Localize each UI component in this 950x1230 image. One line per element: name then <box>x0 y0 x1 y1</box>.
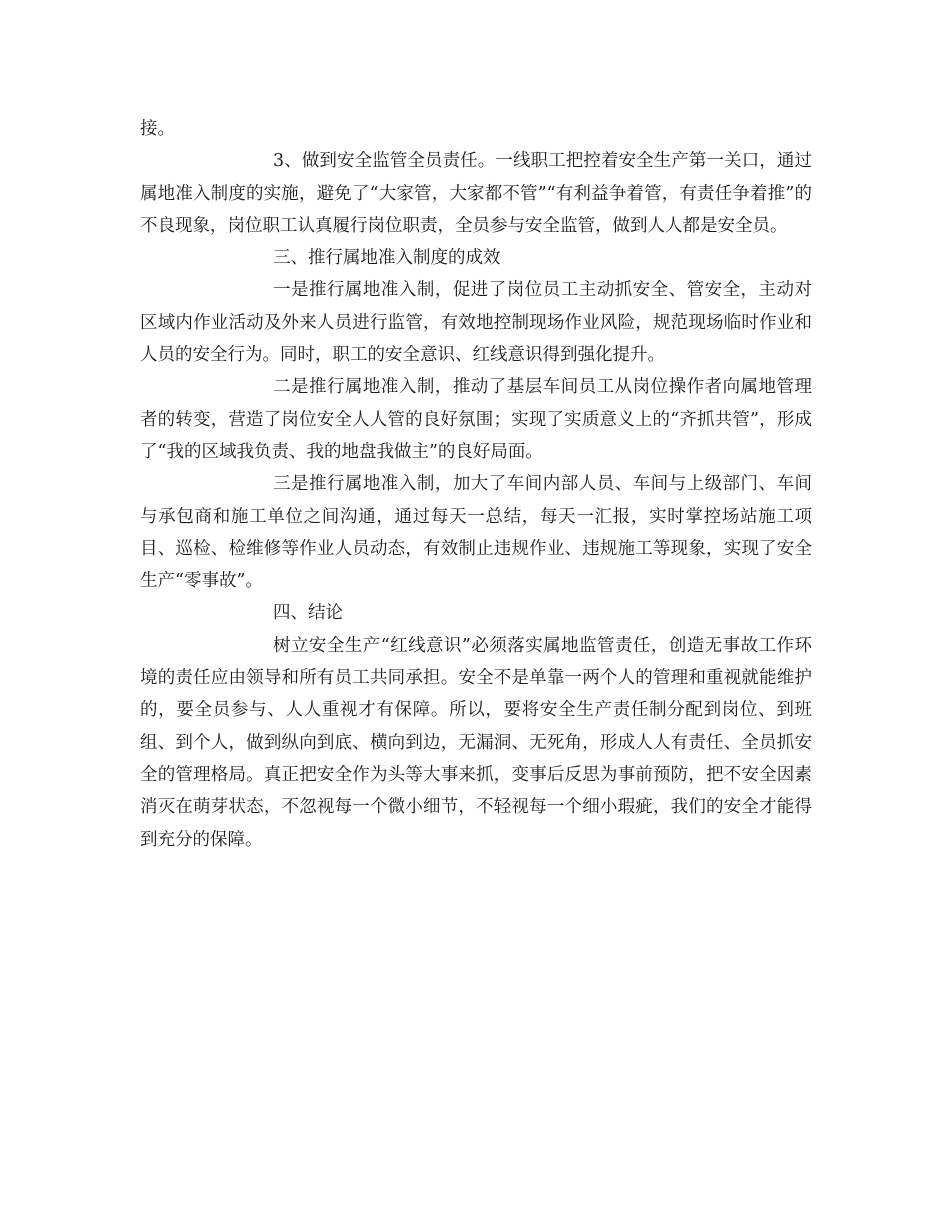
paragraph-result-two: 二是推行属地准入制，推动了基层车间员工从岗位操作者向属地管理者的转变，营造了岗位安全人人管的良好氛围；实现了实质意义上的“齐抓共管”，形成了“我的区域我负责、我的地盘我做主”的良好局面。 <box>140 377 812 462</box>
document-body <box>140 113 812 856</box>
paragraph-result-one: 一是推行属地准入制，促进了岗位员工主动抓安全、管安全，主动对区域内作业活动及外来人员进行监管，有效地控制现场作业风险，规范现场临时作业和人员的安全行为。同时，职工的安全意识、红线意识得到强化提升。 <box>140 280 812 366</box>
paragraph-result-three: 三是推行属地准入制，加大了车间内部人员、车间与上级部门、车间与承包商和施工单位之间沟通，通过每天一总结，每天一汇报，实时掌控场站施工项目、巡检、检维修等作业人员动态，有效制止违规作业、违规施工等现象，实现了安全生产“零事故”。 <box>140 474 812 592</box>
paragraph-continuation: 接。 <box>140 119 175 139</box>
section-heading-results: 三、推行属地准入制度的成效 <box>273 248 501 269</box>
paragraph-full-responsibility: 3、做到安全监管全员责任。一线职工把控着安全生产第一关口，通过属地准入制度的实施，避免了“大家管，大家都不管”“有利益争着管，有责任争着推”的不良现象，岗位职工认真履行岗位职责，全员参与安全监管，做到人人都是安全员。 <box>140 151 812 236</box>
section-heading-conclusion: 四、结论 <box>273 603 343 624</box>
paragraph-conclusion: 树立安全生产“红线意识”必须落实属地监管责任，创造无事故工作环境的责任应由领导和所有员工共同承担。安全不是单靠一两个人的管理和重视就能维护的，要全员参与、人人重视才有保障。所以，要将安全生产责任制分配到岗位、到班组、到个人，做到纵向到底、横向到边，无漏洞、无死角，形成人人有责任、全员抓安全的管理格局。真正把安全作为头等大事来抓，变事后反思为事前预防，把不安全因素消灭在萌芽状态，不忽视每一个微小细节，不轻视每一个细小瑕疵，我们的安全才能得到充分的保障。 <box>140 635 812 850</box>
